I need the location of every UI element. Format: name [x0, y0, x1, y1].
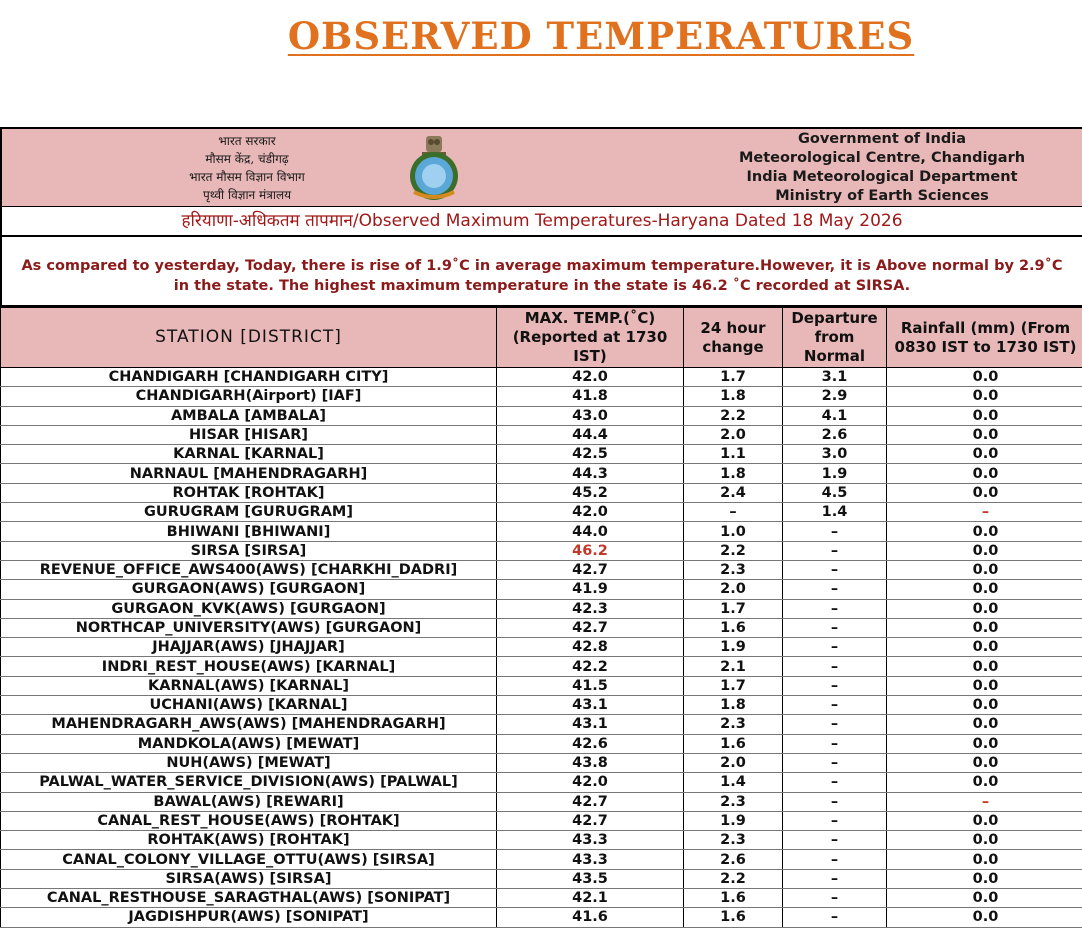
departure-cell: –	[783, 869, 887, 888]
rainfall-cell: 0.0	[887, 753, 1082, 772]
station-cell: CHANDIGARH(Airport) [IAF]	[1, 387, 497, 406]
rainfall-cell: 0.0	[887, 387, 1082, 406]
departure-cell: –	[783, 889, 887, 908]
change-cell: 2.2	[684, 869, 783, 888]
table-row	[1, 715, 1082, 734]
station-cell: JAGDISHPUR(AWS) [SONIPAT]	[1, 908, 497, 927]
column-header-rainfall: Rainfall (mm) (From 0830 IST to 1730 IST)	[887, 308, 1082, 368]
table-row	[1, 503, 1082, 522]
max-temp-cell: 42.7	[497, 560, 684, 579]
max-temp-cell: 41.6	[497, 908, 684, 927]
max-temp-cell: 43.0	[497, 406, 684, 425]
rainfall-cell: 0.0	[887, 676, 1082, 695]
table-row	[1, 889, 1082, 908]
table-row	[1, 541, 1082, 560]
change-cell: 2.0	[684, 425, 783, 444]
rainfall-cell: 0.0	[887, 811, 1082, 830]
change-cell: 1.8	[684, 696, 783, 715]
table-row	[1, 869, 1082, 888]
departure-cell: –	[783, 638, 887, 657]
departure-cell: 2.9	[783, 387, 887, 406]
station-cell: SIRSA [SIRSA]	[1, 541, 497, 560]
departure-cell: 2.6	[783, 425, 887, 444]
max-temp-cell: 43.1	[497, 696, 684, 715]
max-temp-cell: 44.4	[497, 425, 684, 444]
departure-cell: –	[783, 599, 887, 618]
table-row	[1, 425, 1082, 444]
station-cell: GURGAON_KVK(AWS) [GURGAON]	[1, 599, 497, 618]
rainfall-cell: 0.0	[887, 560, 1082, 579]
rainfall-cell: 0.0	[887, 464, 1082, 483]
station-cell: NARNAUL [MAHENDRAGARH]	[1, 464, 497, 483]
rainfall-cell: 0.0	[887, 850, 1082, 869]
departure-cell: –	[783, 715, 887, 734]
rainfall-cell: 0.0	[887, 445, 1082, 464]
station-cell: ROHTAK(AWS) [ROHTAK]	[1, 831, 497, 850]
rainfall-cell: 0.0	[887, 638, 1082, 657]
table-row	[1, 811, 1082, 830]
station-cell: AMBALA [AMBALA]	[1, 406, 497, 425]
table-row	[1, 387, 1082, 406]
hindi-line: पृथ्वी विज्ञान मंत्रालय	[202, 188, 292, 202]
max-temp-cell: 43.3	[497, 831, 684, 850]
english-line: Ministry of Earth Sciences	[775, 188, 989, 204]
table-row	[1, 368, 1082, 387]
station-cell: PALWAL_WATER_SERVICE_DIVISION(AWS) [PALWAL]	[1, 773, 497, 792]
departure-cell: –	[783, 773, 887, 792]
table-row	[1, 560, 1082, 579]
max-temp-cell: 41.5	[497, 676, 684, 695]
table-row	[1, 734, 1082, 753]
table-row	[1, 676, 1082, 695]
english-header	[702, 130, 1062, 206]
change-cell: 2.3	[684, 831, 783, 850]
station-cell: CANAL_REST_HOUSE(AWS) [ROHTAK]	[1, 811, 497, 830]
table-row	[1, 638, 1082, 657]
summary-text	[0, 237, 1082, 307]
change-cell: –	[684, 503, 783, 522]
max-temp-cell: 42.5	[497, 445, 684, 464]
station-cell: CHANDIGARH [CHANDIGARH CITY]	[1, 368, 497, 387]
rainfall-cell: –	[887, 792, 1082, 811]
station-cell: CANAL_COLONY_VILLAGE_OTTU(AWS) [SIRSA]	[1, 850, 497, 869]
max-temp-cell: 42.1	[497, 889, 684, 908]
table-row	[1, 696, 1082, 715]
rainfall-cell: 0.0	[887, 773, 1082, 792]
departure-cell: –	[783, 657, 887, 676]
station-cell: ROHTAK [ROHTAK]	[1, 483, 497, 502]
change-cell: 2.1	[684, 657, 783, 676]
change-cell: 1.8	[684, 464, 783, 483]
departure-cell: –	[783, 618, 887, 637]
table-row	[1, 831, 1082, 850]
rainfall-cell: 0.0	[887, 580, 1082, 599]
change-cell: 1.4	[684, 773, 783, 792]
max-temp-cell: 42.6	[497, 734, 684, 753]
station-cell: JHAJJAR(AWS) [JHAJJAR]	[1, 638, 497, 657]
station-cell: NUH(AWS) [MEWAT]	[1, 753, 497, 772]
departure-cell: –	[783, 908, 887, 927]
max-temp-cell: 45.2	[497, 483, 684, 502]
table-row	[1, 657, 1082, 676]
table-body	[1, 368, 1082, 928]
station-cell: GURUGRAM [GURUGRAM]	[1, 503, 497, 522]
station-cell: BAWAL(AWS) [REWARI]	[1, 792, 497, 811]
rainfall-cell: 0.0	[887, 406, 1082, 425]
max-temp-cell: 42.0	[497, 368, 684, 387]
table-row	[1, 773, 1082, 792]
table-row	[1, 580, 1082, 599]
rainfall-cell: 0.0	[887, 599, 1082, 618]
table-row	[1, 464, 1082, 483]
hindi-header	[152, 132, 342, 204]
station-cell: HISAR [HISAR]	[1, 425, 497, 444]
rainfall-cell: –	[887, 503, 1082, 522]
change-cell: 2.3	[684, 792, 783, 811]
change-cell: 2.0	[684, 753, 783, 772]
column-header-max-temp: MAX. TEMP.(˚C) (Reported at 1730 IST)	[497, 308, 684, 368]
change-cell: 1.9	[684, 811, 783, 830]
station-cell: MANDKOLA(AWS) [MEWAT]	[1, 734, 497, 753]
departure-cell: –	[783, 522, 887, 541]
summary-line: As compared to yesterday, Today, there is rise of 1.9˚C in average maximum temperature.However, it is Above normal by 2.9˚C	[21, 258, 1063, 274]
departure-cell: –	[783, 560, 887, 579]
change-cell: 2.3	[684, 560, 783, 579]
max-temp-cell: 43.8	[497, 753, 684, 772]
rainfall-cell: 0.0	[887, 541, 1082, 560]
max-temp-cell: 43.1	[497, 715, 684, 734]
english-line: Government of India	[797, 131, 967, 147]
change-cell: 1.7	[684, 676, 783, 695]
table-header-row	[1, 308, 1082, 368]
departure-cell: –	[783, 676, 887, 695]
table-row	[1, 908, 1082, 927]
station-cell: KARNAL(AWS) [KARNAL]	[1, 676, 497, 695]
temperature-table	[0, 307, 1082, 928]
rainfall-cell: 0.0	[887, 831, 1082, 850]
change-cell: 1.0	[684, 522, 783, 541]
station-cell: INDRI_REST_HOUSE(AWS) [KARNAL]	[1, 657, 497, 676]
departure-cell: 1.9	[783, 464, 887, 483]
max-temp-cell: 46.2	[497, 541, 684, 560]
departure-cell: –	[783, 792, 887, 811]
change-cell: 2.2	[684, 406, 783, 425]
change-cell: 1.6	[684, 908, 783, 927]
station-cell: KARNAL [KARNAL]	[1, 445, 497, 464]
change-cell: 2.3	[684, 715, 783, 734]
departure-cell: 3.0	[783, 445, 887, 464]
report-header	[0, 129, 1082, 207]
max-temp-cell: 42.8	[497, 638, 684, 657]
rainfall-cell: 0.0	[887, 869, 1082, 888]
station-cell: UCHANI(AWS) [KARNAL]	[1, 696, 497, 715]
departure-cell: 4.1	[783, 406, 887, 425]
departure-cell: 4.5	[783, 483, 887, 502]
change-cell: 1.9	[684, 638, 783, 657]
column-header-station: STATION [DISTRICT]	[1, 308, 497, 368]
max-temp-cell: 42.7	[497, 792, 684, 811]
departure-cell: –	[783, 696, 887, 715]
departure-cell: –	[783, 734, 887, 753]
table-row	[1, 483, 1082, 502]
table-row	[1, 618, 1082, 637]
station-cell: NORTHCAP_UNIVERSITY(AWS) [GURGAON]	[1, 618, 497, 637]
max-temp-cell: 42.7	[497, 618, 684, 637]
table-row	[1, 599, 1082, 618]
report-sheet	[0, 127, 1082, 928]
max-temp-cell: 43.3	[497, 850, 684, 869]
change-cell: 1.6	[684, 734, 783, 753]
station-cell: BHIWANI [BHIWANI]	[1, 522, 497, 541]
rainfall-cell: 0.0	[887, 734, 1082, 753]
change-cell: 2.6	[684, 850, 783, 869]
rainfall-cell: 0.0	[887, 696, 1082, 715]
departure-cell: –	[783, 753, 887, 772]
rainfall-cell: 0.0	[887, 483, 1082, 502]
table-row	[1, 406, 1082, 425]
station-cell: GURGAON(AWS) [GURGAON]	[1, 580, 497, 599]
state-emblem-icon	[400, 134, 468, 202]
table-row	[1, 753, 1082, 772]
max-temp-cell: 41.8	[497, 387, 684, 406]
change-cell: 1.1	[684, 445, 783, 464]
english-line: Meteorological Centre, Chandigarh	[738, 150, 1026, 166]
change-cell: 2.0	[684, 580, 783, 599]
max-temp-cell: 42.3	[497, 599, 684, 618]
rainfall-cell: 0.0	[887, 889, 1082, 908]
rainfall-cell: 0.0	[887, 715, 1082, 734]
max-temp-cell: 42.7	[497, 811, 684, 830]
change-cell: 1.7	[684, 599, 783, 618]
max-temp-cell: 42.2	[497, 657, 684, 676]
change-cell: 1.6	[684, 889, 783, 908]
table-row	[1, 792, 1082, 811]
column-header-departure: Departure from Normal	[783, 308, 887, 368]
rainfall-cell: 0.0	[887, 618, 1082, 637]
station-cell: REVENUE_OFFICE_AWS400(AWS) [CHARKHI_DADRI]	[1, 560, 497, 579]
rainfall-cell: 0.0	[887, 522, 1082, 541]
change-cell: 1.7	[684, 368, 783, 387]
rainfall-cell: 0.0	[887, 908, 1082, 927]
departure-cell: –	[783, 811, 887, 830]
table-row	[1, 522, 1082, 541]
max-temp-cell: 44.0	[497, 522, 684, 541]
rainfall-cell: 0.0	[887, 425, 1082, 444]
departure-cell: 1.4	[783, 503, 887, 522]
change-cell: 1.8	[684, 387, 783, 406]
max-temp-cell: 44.3	[497, 464, 684, 483]
page-title: OBSERVED TEMPERATURES	[287, 14, 915, 58]
rainfall-cell: 0.0	[887, 368, 1082, 387]
departure-cell: –	[783, 831, 887, 850]
max-temp-cell: 41.9	[497, 580, 684, 599]
change-cell: 1.6	[684, 618, 783, 637]
change-cell: 2.2	[684, 541, 783, 560]
column-header-24h-change: 24 hour change	[684, 308, 783, 368]
departure-cell: –	[783, 850, 887, 869]
departure-cell: –	[783, 541, 887, 560]
max-temp-cell: 42.0	[497, 503, 684, 522]
departure-cell: 3.1	[783, 368, 887, 387]
station-cell: CANAL_RESTHOUSE_SARAGTHAL(AWS) [SONIPAT]	[1, 889, 497, 908]
hindi-line: भारत मौसम विज्ञान विभाग	[189, 170, 305, 184]
hindi-line: भारत सरकार	[218, 134, 276, 148]
english-line: India Meteorological Department	[746, 169, 1018, 185]
table-row	[1, 850, 1082, 869]
max-temp-cell: 42.0	[497, 773, 684, 792]
summary-line: in the state. The highest maximum temperature in the state is 46.2 ˚C recorded at SIRSA.	[173, 278, 911, 294]
max-temp-cell: 43.5	[497, 869, 684, 888]
change-cell: 2.4	[684, 483, 783, 502]
rainfall-cell: 0.0	[887, 657, 1082, 676]
departure-cell: –	[783, 580, 887, 599]
station-cell: SIRSA(AWS) [SIRSA]	[1, 869, 497, 888]
table-row	[1, 445, 1082, 464]
station-cell: MAHENDRAGARH_AWS(AWS) [MAHENDRAGARH]	[1, 715, 497, 734]
report-subtitle: हरियाणा-अधिकतम तापमान/Observed Maximum Temperatures-Haryana Dated 18 May 2026	[0, 207, 1082, 237]
hindi-line: मौसम केंद्र, चंडीगढ़	[205, 152, 289, 166]
